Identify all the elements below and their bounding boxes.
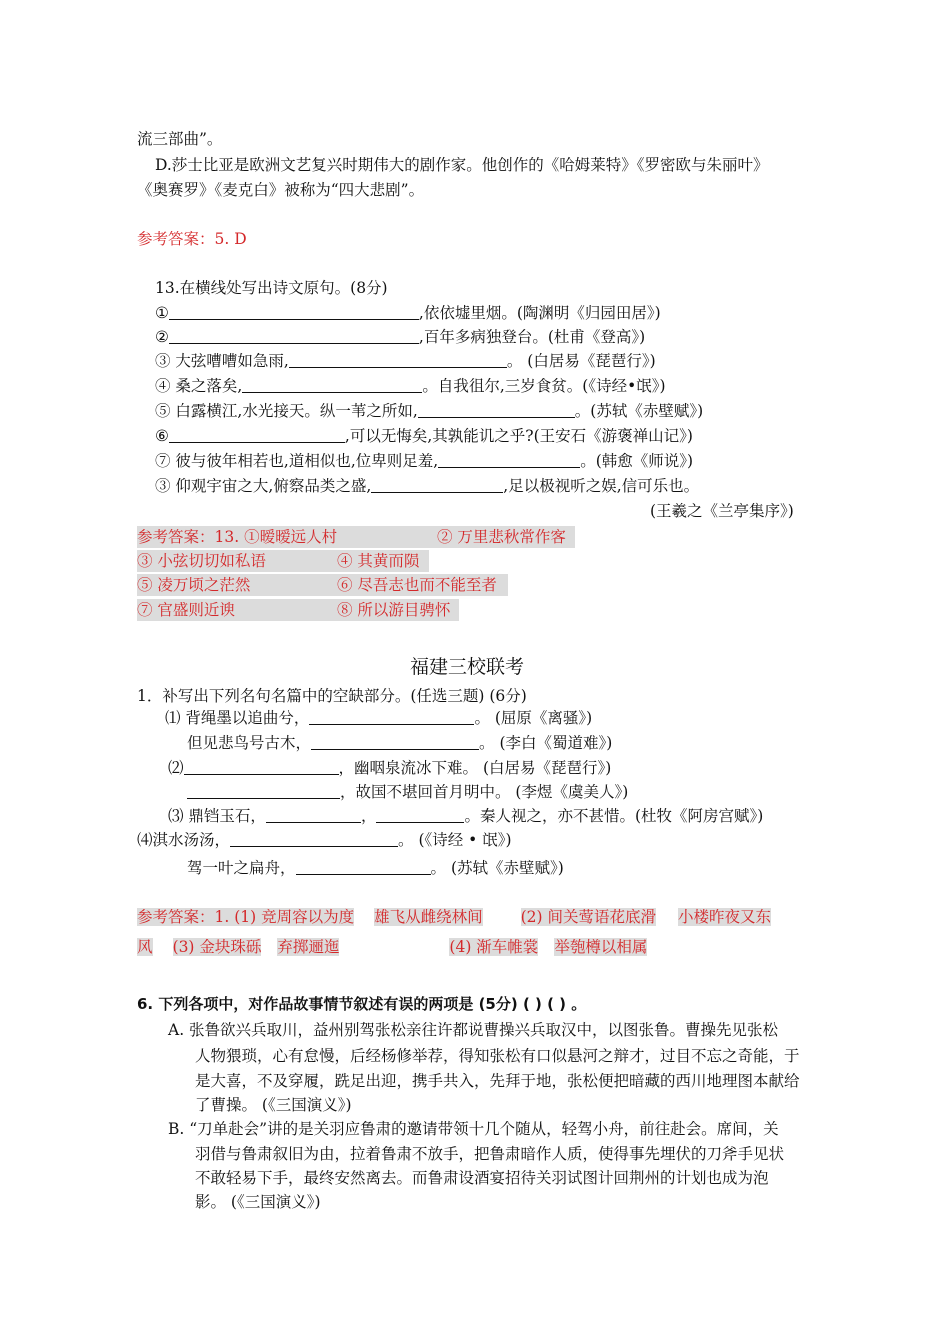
answer-13-5: ⑤ 凌万顷之茫然 xyxy=(137,574,337,596)
answer-1-part: 雄飞从雌绕林间 xyxy=(374,908,483,926)
item-prefix: ③ 大弦嘈嘈如急雨, xyxy=(155,352,289,370)
q6-option-a-line: 了曹操。 (《三国演义》) xyxy=(195,1096,352,1114)
answer-13-2: ② 万里悲秋常作客 xyxy=(437,526,575,548)
answer-1-part: 举匏樽以相属 xyxy=(554,938,648,956)
answer-13-row xyxy=(137,599,459,621)
item-prefix: ⑦ 彼与彼年相若也,道相似也,位卑则足羞, xyxy=(155,452,439,470)
answer-1-part: (3) 金块珠砾 xyxy=(172,938,262,956)
answer-blank xyxy=(184,759,339,775)
answer-blank xyxy=(187,783,340,799)
q1-line xyxy=(187,732,612,754)
q6-option-a-line: 人物猥琐，心有怠慢，后经杨修举荐，得知张松有口似悬河之辩才，过目不忘之奇能，于 xyxy=(195,1047,800,1065)
q13-item xyxy=(155,400,703,422)
answer-13-4: ④ 其黄而陨 xyxy=(337,550,429,572)
answer-13-7: ⑦ 官盛则近谀 xyxy=(137,599,337,621)
answer-blank xyxy=(169,427,345,443)
answer-blank xyxy=(169,304,419,320)
answer-blank xyxy=(376,807,464,823)
answer-blank xyxy=(309,709,474,725)
q1-line xyxy=(165,707,592,729)
answer-blank xyxy=(266,807,361,823)
line-suffix: 。 (《诗经 • 氓》) xyxy=(398,831,512,849)
answer-13-row xyxy=(137,526,575,548)
q13-title: 13.在横线处写出诗文原句。(8分) xyxy=(155,279,388,297)
item-suffix: ,足以极视听之娱,信可乐也。 xyxy=(503,477,700,495)
answer-blank xyxy=(289,352,507,368)
line-prefix: ⑷淇水汤汤， xyxy=(137,831,231,849)
answer-13-8: ⑧ 所以游目骋怀 xyxy=(337,599,459,621)
item-prefix: ③ 仰观宇宙之大,俯察品类之盛, xyxy=(155,477,372,495)
item-prefix: ① xyxy=(155,304,169,322)
intro-line-3: 《奥赛罗》《麦克白》被称为“四大悲剧”。 xyxy=(137,181,425,199)
item-suffix: 。(苏轼《赤壁赋》) xyxy=(574,402,704,420)
answer-1-part: 小楼昨夜又东 xyxy=(678,908,772,926)
line-suffix: ，故国不堪回首月明中。 (李煜《虞美人》) xyxy=(340,783,629,801)
answer-blank xyxy=(296,859,431,875)
item-suffix: 。自我徂尔,三岁食贫。(《诗经•氓》) xyxy=(422,377,666,395)
line-mid: ， xyxy=(360,807,377,825)
q13-item xyxy=(155,375,666,397)
q13-item xyxy=(155,475,699,497)
item-prefix: ② xyxy=(155,328,169,346)
line-prefix: 驾一叶之扁舟， xyxy=(187,859,296,877)
answer-1-part: (2) 间关莺语花底滑 xyxy=(520,908,657,926)
item-suffix: ,可以无悔矣,其孰能讥之乎?(王安石《游褒禅山记》) xyxy=(344,427,693,445)
section-title: 福建三校联考 xyxy=(410,656,525,678)
line-prefix: ⑶ 鼎铛玉石， xyxy=(168,807,266,825)
q13-item xyxy=(155,326,645,348)
q1-title: 1．补写出下列名句名篇中的空缺部分。(任选三题) (6分) xyxy=(137,687,527,705)
q1-line xyxy=(168,757,611,779)
q1-line xyxy=(187,857,564,879)
intro-line-2: D.莎士比亚是欧洲文艺复兴时期伟大的剧作家。他创作的《哈姆莱特》《罗密欧与朱丽叶》 xyxy=(155,156,769,174)
line-suffix: ，幽咽泉流冰下难。 (白居易《琵琶行》) xyxy=(338,759,612,777)
q1-line xyxy=(137,829,512,851)
answer-13-row xyxy=(137,550,429,572)
answer-blank xyxy=(371,477,503,493)
answer-blank xyxy=(438,452,580,468)
answer-1-part: 参考答案：1. (1) 竞周容以为度 xyxy=(137,908,355,926)
answer-blank xyxy=(230,831,398,847)
line-suffix: 。 (苏轼《赤壁赋》) xyxy=(430,859,564,877)
q6-option-b-line: 影。 (《三国演义》) xyxy=(195,1193,321,1211)
answer-13-row xyxy=(137,574,508,596)
item-prefix: ⑥ xyxy=(155,427,169,445)
item-suffix: ,百年多病独登台。(杜甫《登高》) xyxy=(418,328,646,346)
q13-item xyxy=(155,350,656,372)
intro-line-1: 流三部曲”。 xyxy=(137,130,223,148)
q1-line xyxy=(187,781,628,803)
q13-source: (王羲之《兰亭集序》) xyxy=(650,502,794,520)
q13-item xyxy=(155,450,693,472)
line-suffix: 。 (屈原《离骚》) xyxy=(474,709,593,727)
answer-13-3: ③ 小弦切切如私语 xyxy=(137,550,337,572)
q6-title: 6. 下列各项中，对作品故事情节叙述有误的两项是 (5分) ( ) ( ) 。 xyxy=(137,995,587,1013)
answer-1-part: (4) 渐车帷裳 xyxy=(449,938,539,956)
answer-blank xyxy=(311,734,479,750)
answer-blank xyxy=(242,377,422,393)
answer-1-part: 弃掷逦迤 xyxy=(277,938,340,956)
answer-5: 参考答案：5. D xyxy=(137,230,247,248)
q13-item xyxy=(155,425,693,447)
item-prefix: ④ 桑之落矣, xyxy=(155,377,243,395)
item-suffix: ,依依墟里烟。(陶渊明《归园田居》) xyxy=(418,304,661,322)
answer-blank xyxy=(169,328,419,344)
q6-option-a-line: A. 张鲁欲兴兵取川，益州别驾张松亲往许都说曹操兴兵取汉中，以图张鲁。曹操先见张松 xyxy=(168,1021,779,1039)
answer-blank xyxy=(418,402,575,418)
q6-option-a-line: 是大喜，不及穿履，跣足出迎，携手共入，先拜于地，张松便把暗藏的西川地理图本献给 xyxy=(195,1072,800,1090)
q1-line xyxy=(168,805,763,827)
answer-1-row xyxy=(137,906,771,928)
line-suffix: 。秦人视之，亦不甚惜。(杜牧《阿房宫赋》) xyxy=(464,807,764,825)
line-prefix: ⑴ 背绳墨以追曲兮， xyxy=(165,709,310,727)
answer-1-row xyxy=(137,936,647,958)
answer-13-6: ⑥ 尽吾志也而不能至者 xyxy=(337,574,508,596)
line-suffix: 。 (李白《蜀道难》) xyxy=(479,734,613,752)
line-prefix: 但见悲鸟号古木， xyxy=(187,734,312,752)
answer-1-part: 风 xyxy=(137,938,153,956)
item-prefix: ⑤ 白露横江,水光接天。纵一苇之所如, xyxy=(155,402,418,420)
answer-13-1: 参考答案：13. ①暧暧远人村 xyxy=(137,526,437,548)
line-prefix: ⑵ xyxy=(168,759,184,777)
q6-option-b-line: B. “刀单赴会”讲的是关羽应鲁肃的邀请带领十几个随从，轻驾小舟，前往赴会。席间，关 xyxy=(168,1120,779,1138)
q13-item xyxy=(155,302,661,324)
item-suffix: 。 (白居易《琵琶行》) xyxy=(506,352,656,370)
q6-option-b-line: 不敢轻易下手，最终安然离去。而鲁肃设酒宴招待关羽试图计回荆州的计划也成为泡 xyxy=(195,1169,769,1187)
item-suffix: 。(韩愈《师说》) xyxy=(580,452,694,470)
q6-option-b-line: 羽借与鲁肃叙旧为由，拉着鲁肃不放手，把鲁肃暗作人质，使得事先埋伏的刀斧手见状 xyxy=(195,1145,785,1163)
